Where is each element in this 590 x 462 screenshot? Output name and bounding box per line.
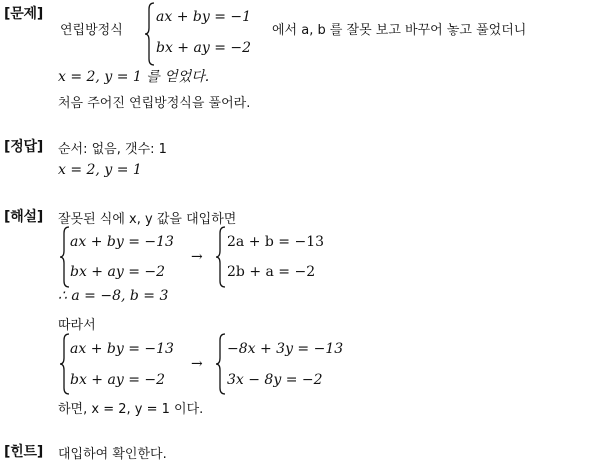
solution-sys1-left-eq1: ax + by = −13 xyxy=(70,234,174,250)
solution-sys2-right-eq1: −8x + 3y = −13 xyxy=(227,341,344,357)
solution-label: [해설] xyxy=(4,209,44,225)
answer-meta: 순서: 없음, 갯수: 1 xyxy=(58,142,167,157)
solution-sys2-left-eq1: ax + by = −13 xyxy=(70,341,174,357)
solution-therefore: ∴ a = −8, b = 3 xyxy=(58,288,169,304)
solution-sys2-right-brace xyxy=(215,333,227,395)
solution-line1: 잘못된 식에 x, y 값을 대입하면 xyxy=(58,212,237,227)
hint-text: 대입하여 확인한다. xyxy=(58,447,167,462)
solution-sys2-left-eq2: bx + ay = −2 xyxy=(70,372,166,388)
problem-system-brace xyxy=(144,2,156,66)
answer-label: [정답] xyxy=(4,139,44,155)
solution-sys2-right-eq2: 3x − 8y = −2 xyxy=(227,372,323,388)
solution-sys1-left-eq2: bx + ay = −2 xyxy=(70,264,166,280)
problem-middle-text: 에서 a, b 를 잘못 보고 바꾸어 놓고 풀었더니 xyxy=(272,23,527,38)
problem-question: 처음 주어진 연립방정식을 풀어라. xyxy=(58,96,251,111)
problem-intro: 연립방정식 xyxy=(60,23,123,38)
problem-system-eq1: ax + by = −1 xyxy=(156,9,252,25)
answer-value: x = 2, y = 1 xyxy=(58,162,142,178)
solution-thus: 따라서 xyxy=(58,318,96,333)
solution-arrow-1: → xyxy=(191,249,203,265)
problem-label: [문제] xyxy=(4,6,44,22)
solution-arrow-2: → xyxy=(191,356,203,372)
solution-sys1-right-brace xyxy=(215,226,227,288)
solution-conclusion: 하면, x = 2, y = 1 이다. xyxy=(58,402,204,417)
problem-result-line: x = 2, y = 1 를 얻었다. xyxy=(58,69,210,85)
solution-sys1-right-eq2: 2b + a = −2 xyxy=(227,264,316,280)
solution-sys1-right-eq1: 2a + b = −13 xyxy=(227,234,325,250)
hint-label: [힌트] xyxy=(4,444,44,460)
problem-system-eq2: bx + ay = −2 xyxy=(156,40,252,56)
